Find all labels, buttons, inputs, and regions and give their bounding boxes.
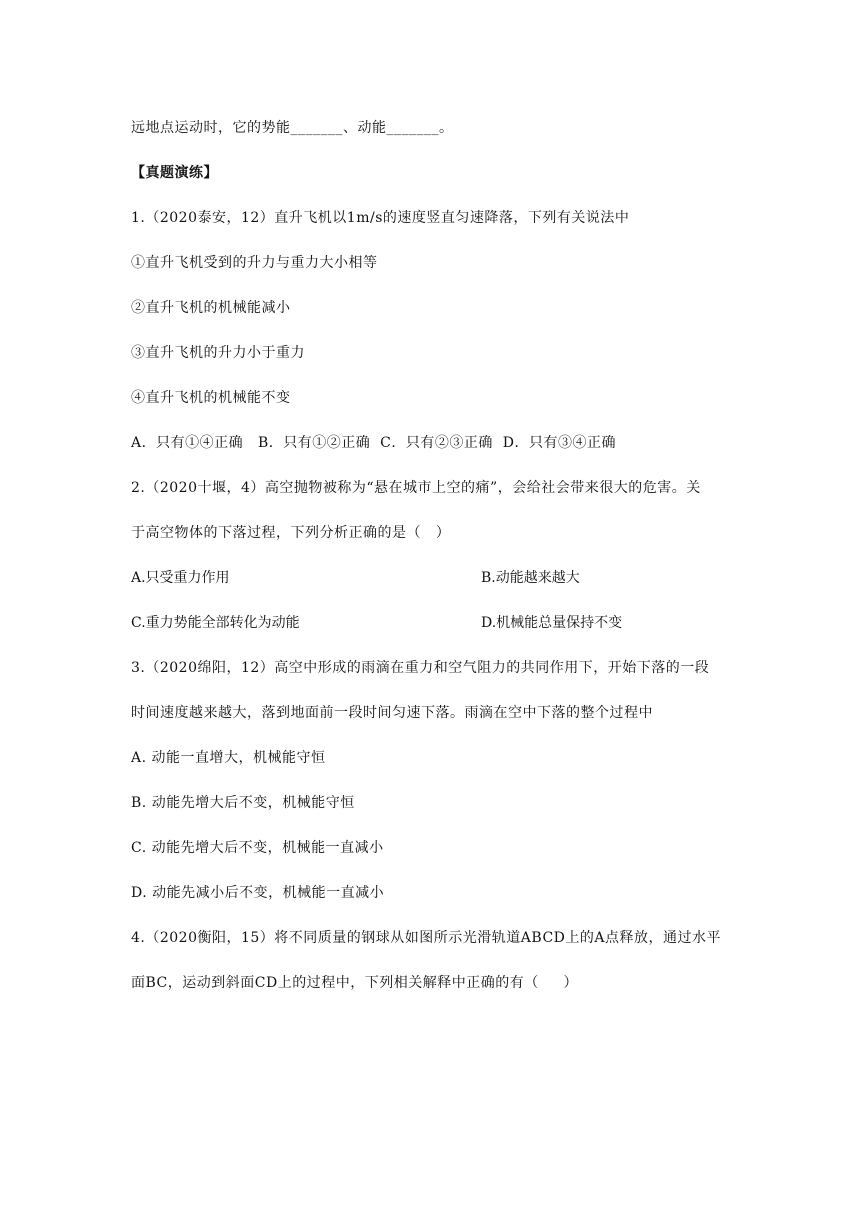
question-2-option-b: B.动能越来越大 (481, 570, 580, 586)
question-1-statement-1: ①直升飞机受到的升力与重力大小相等 (131, 255, 378, 271)
question-4-stem-line-1: 4.（2020衡阳，15）将不同质量的钢球从如图所示光滑轨道ABCD上的A点释放，通过水平 (131, 930, 722, 946)
question-1-statement-4: ④直升飞机的机械能不变 (131, 390, 291, 406)
question-3-stem-line-2: 时间速度越来越大，落到地面前一段时间匀速下落。雨滴在空中下落的整个过程中 (131, 705, 653, 721)
question-3-option-b: B. 动能先增大后不变，机械能守恒 (131, 795, 355, 811)
question-1-statement-3: ③直升飞机的升力小于重力 (131, 345, 305, 361)
question-2-option-d: D.机械能总量保持不变 (481, 615, 623, 631)
question-1-statement-2: ②直升飞机的机械能减小 (131, 300, 291, 316)
question-3-option-a: A. 动能一直增大，机械能守恒 (131, 750, 326, 766)
question-3-option-c: C. 动能先增大后不变，机械能一直减小 (131, 840, 384, 856)
question-1-stem: 1.（2020泰安，12）直升飞机以1m/s的速度竖直匀速降落，下列有关说法中 (131, 210, 630, 226)
question-2-option-c: C.重力势能全部转化为动能 (131, 615, 300, 631)
question-3-option-d: D. 动能先减小后不变，机械能一直减小 (131, 885, 385, 901)
question-2-stem-line-2: 于高空物体的下落过程，下列分析正确的是（ ） (131, 525, 451, 541)
question-4-stem-line-2: 面BC，运动到斜面CD上的过程中，下列相关解释中正确的有（ ） (131, 975, 578, 991)
question-2-stem-line-1: 2.（2020十堰，4）高空抛物被称为“悬在城市上空的痛”，会给社会带来很大的危害。关 (131, 480, 701, 496)
text-line-continuation: 远地点运动时，它的势能_______、动能_______。 (131, 120, 454, 136)
question-1-options: A．只有①④正确 B．只有①②正确 C．只有②③正确 D．只有③④正确 (131, 435, 616, 451)
question-2-option-a: A.只受重力作用 (131, 570, 230, 586)
question-3-stem-line-1: 3.（2020绵阳，12）高空中形成的雨滴在重力和空气阻力的共同作用下，开始下落的一段 (131, 660, 710, 676)
section-title: 【真题演练】 (131, 165, 218, 181)
